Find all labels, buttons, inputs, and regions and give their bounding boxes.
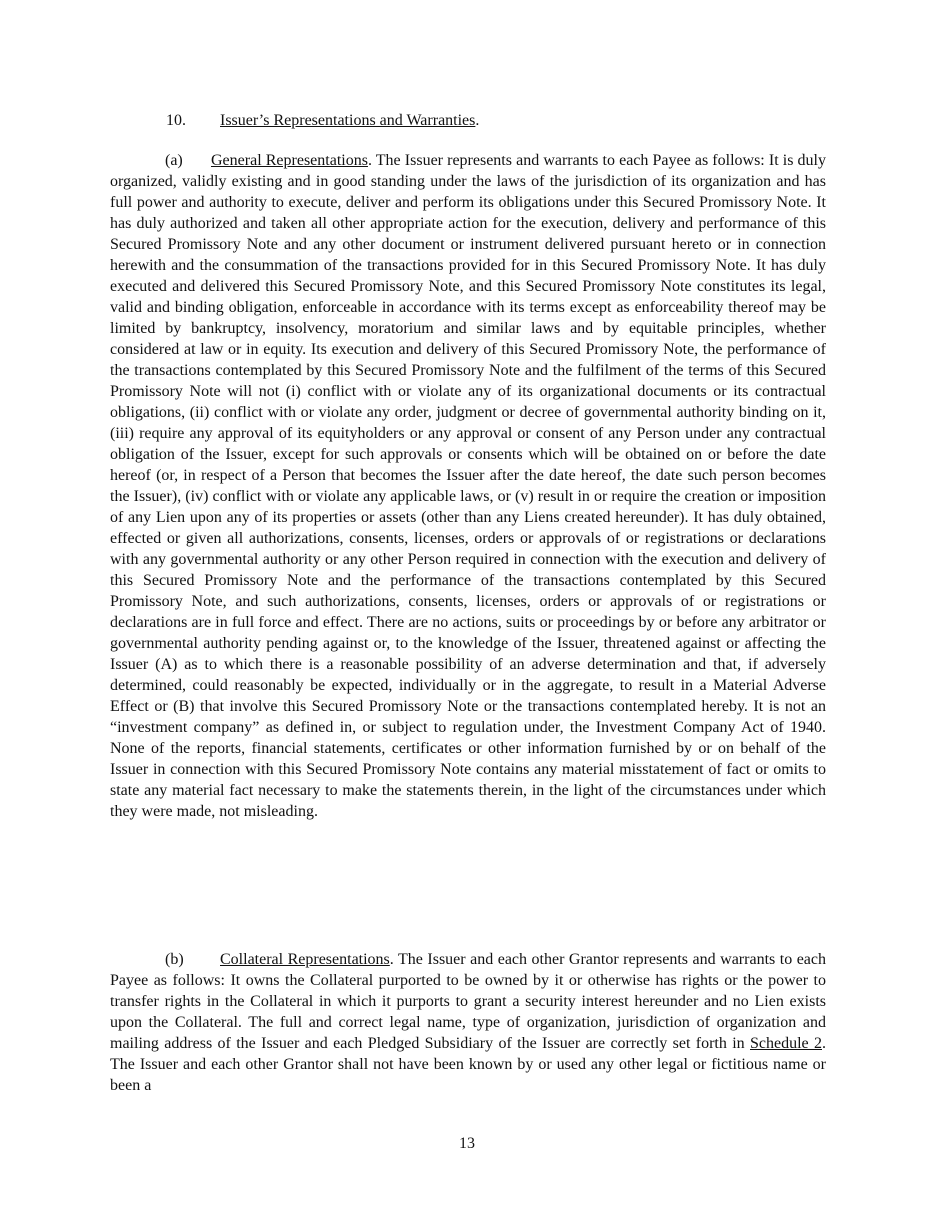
paragraph-a-body: The Issuer represents and warrants to each Payee as follows: It is duly organized, validly existing and in good standing under the laws of the jurisdiction of its organization and has full power and authority to execute, deliver and perform its obligations under this Secured Promissory Note. It has duly authorized and taken all other appropriate action for the execution, delivery and performance of this Secured Promissory Note and any other document or instrument delivered pursuant hereto or in connection herewith and the consummation of the transactions provided for in this Secured Promissory Note. It has duly executed and delivered this Secured Promissory Note, and this Secured Promissory Note constitutes its legal, valid and binding obligation, enforceable in accordance with its terms except as enforceability thereof may be limited by bankruptcy, insolvency, moratorium and similar laws and by equitable principles, whether considered at law or in equity. Its execution and delivery of this Secured Promissory Note, the performance of the transactions contemplated by this Secured Promissory Note and the fulfilment of the terms of this Secured Promissory Note will not (i) conflict with or violate any of its organizational documents or its contractual obligations, (ii) conflict with or violate any order, judgment or decree of governmental authority binding on it, (iii) require any approval of its equityholders or any approval or consent of any Person under any contractual obligation of the Issuer, except for such approvals or consents which will be obtained on or before the date hereof (or, in respect of a Person that becomes the Issuer after the date hereof, the date such person becomes the Issuer), (iv) conflict with or violate any applicable laws, or (v) result in or require the creation or imposition of any Lien upon any of its properties or assets (other than any Liens created hereunder). It has duly obtained, effected or given all authorizations, consents, licenses, orders or approvals of or registrations or declarations with any governmental authority or any other Person required in connection with the execution and delivery of this Secured Promissory Note and the performance of the transactions contemplated by this Secured Promissory Note, and such authorizations, consents, licenses, orders or approvals of or registrations or declarations are in full force and effect. There are no actions, suits or proceedings by or before any arbitrator or governmental authority pending against or, to the knowledge of the Issuer, threatened against or affecting the Issuer (A) as to which there is a reasonable possibility of an adverse determination and that, if adversely determined, could reasonably be expected, individually or in the aggregate, to result in a Material Adverse Effect or (B) that involve this Secured Promissory Note or the transactions contemplated hereby. It is not an “investment company” as defined in, or subject to regulation under, the Investment Company Act of 1940. None of the reports, financial statements, certificates or other information furnished by or on behalf of the Issuer in connection with this Secured Promissory Note contains any material misstatement of fact or omits to state any material fact necessary to make the statements therein, in the light of the circumstances under which they were made, not misleading. bbox=[110, 152, 826, 820]
paragraph-b-label: (b) bbox=[165, 951, 184, 968]
section-title-suffix: . bbox=[475, 112, 480, 129]
page-number: 13 bbox=[459, 1135, 475, 1152]
section-heading bbox=[166, 110, 479, 131]
paragraph-a-label: (a) bbox=[165, 152, 183, 169]
paragraph-b bbox=[110, 949, 826, 1096]
section-title: Issuer’s Representations and Warranties bbox=[220, 112, 476, 129]
paragraph-a bbox=[110, 150, 826, 822]
section-number: 10. bbox=[166, 112, 186, 129]
paragraph-b-heading-suffix: . bbox=[389, 951, 394, 968]
schedule-reference: Schedule 2 bbox=[750, 1035, 822, 1052]
paragraph-b-body-part-2: . The Issuer and each other Grantor shall not have been known by or used any other legal or fictitious name or been a bbox=[110, 1035, 826, 1094]
paragraph-a-heading-suffix: . bbox=[367, 152, 372, 169]
paragraph-b-body-part-1: The Issuer and each other Grantor represents and warrants to each Payee as follows: It owns the Collateral purported to be owned by it or otherwise has rights or the power to transfer rights in the Collateral in which it purports to grant a security interest hereunder and no Lien exists upon the Collateral. The full and correct legal name, type of organization, jurisdiction of organization and mailing address of the Issuer and each Pledged Subsidiary of the Issuer are correctly set forth in bbox=[110, 951, 827, 1052]
paragraph-b-heading: Collateral Representations bbox=[220, 951, 390, 968]
paragraph-a-heading: General Representations bbox=[211, 152, 368, 169]
